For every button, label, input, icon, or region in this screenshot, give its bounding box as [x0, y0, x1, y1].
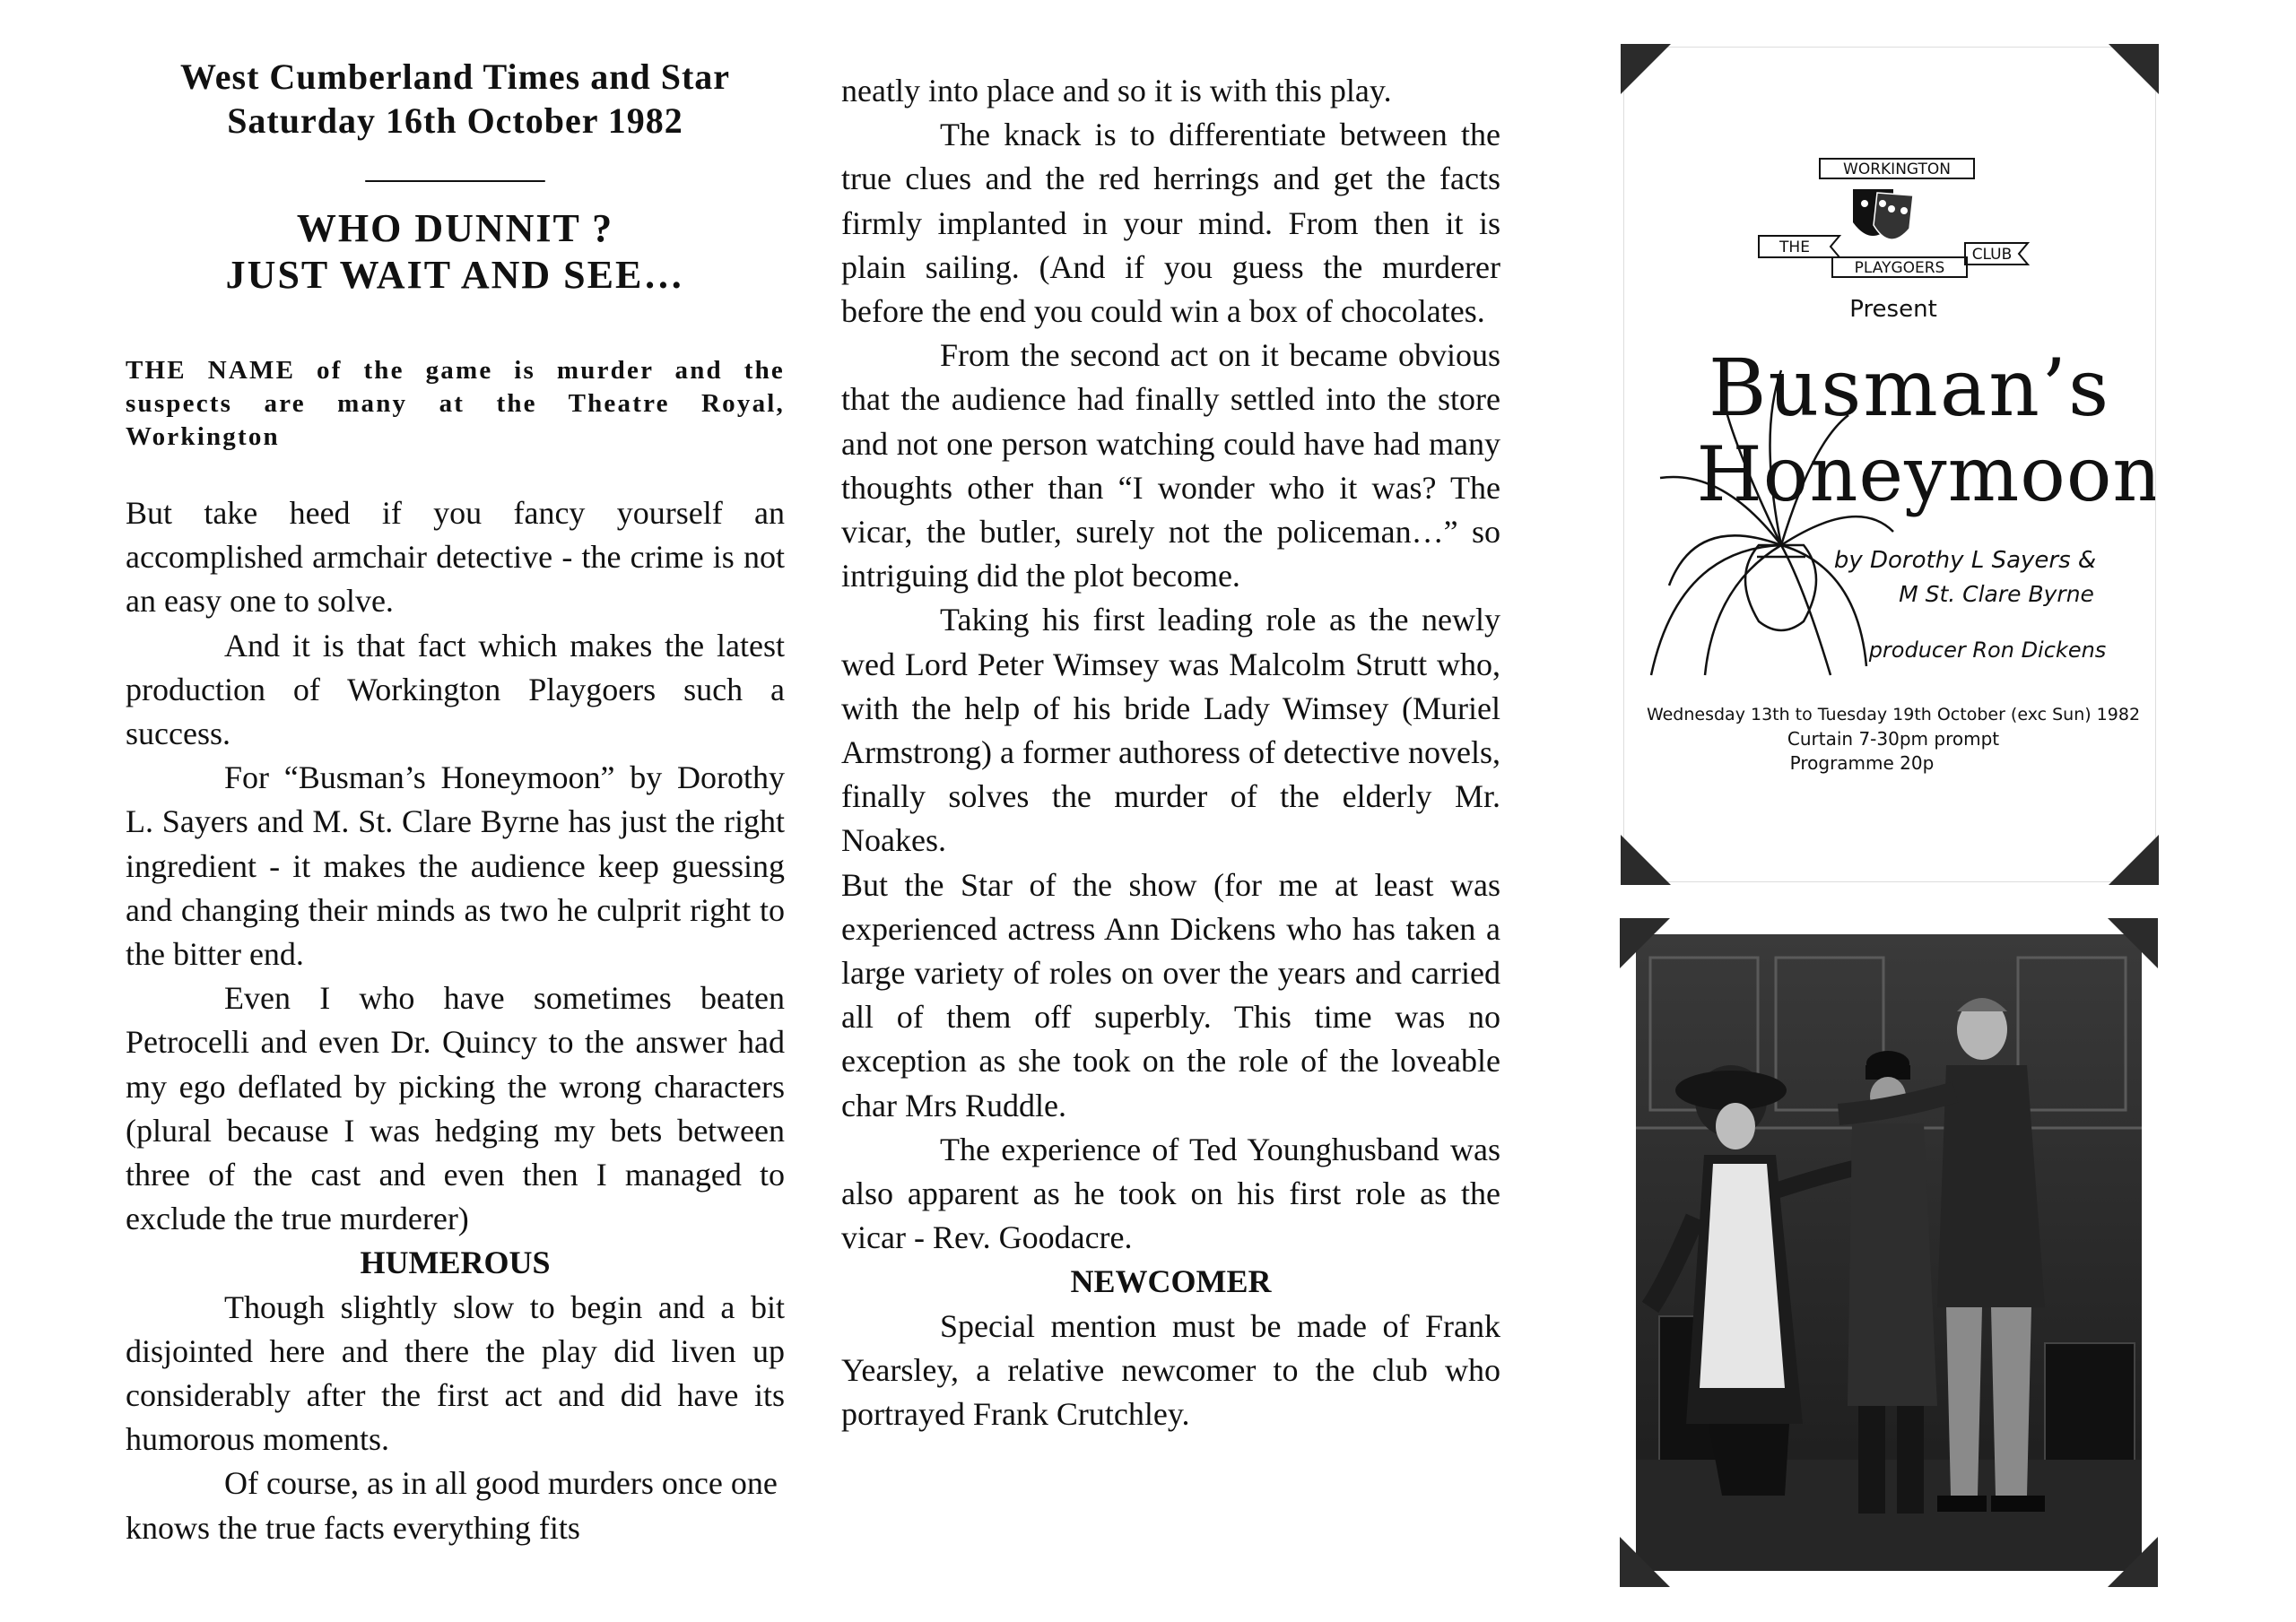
theatre-masks-icon — [1853, 189, 1913, 239]
programme-poster — [1623, 47, 2156, 882]
masthead-paper-name: West Cumberland Times and Star — [179, 56, 731, 97]
photo-corner-icon — [1620, 918, 1670, 968]
paragraph: The knack is to differentiate between the true clues and the red herrings and get the facts firmly implanted in your mind. From then it is plain sailing. (And if you guess the murderer before the end you could win a box of chocolates. — [841, 117, 1500, 330]
masthead — [126, 55, 785, 143]
poster-workington: WORKINGTON — [1843, 160, 1951, 178]
headline-line-1: WHO DUNNIT ? — [296, 206, 614, 250]
masthead-date: Saturday 16th October 1982 — [227, 100, 683, 141]
paragraph: Special mention must be made of Frank Yearsley, a relative newcomer to the club who portrayed Frank Crutchley. — [841, 1307, 1500, 1433]
photo-corner-icon — [2109, 835, 2159, 885]
article-column-2 — [841, 0, 1500, 1436]
article-body-column-2 — [841, 69, 1500, 1436]
article-body-column-1 — [126, 491, 785, 1550]
poster-programme: Programme 20p — [1789, 752, 1935, 774]
paragraph: But the Star of the show (for me at least was experienced actress Ann Dickens who has taken a large variety of roles on over the years and carried all of them off superbly. This time was no exception as she took on the role of the loveable char Mrs Ruddle. — [841, 866, 1500, 1123]
article-column-1 — [126, 0, 785, 1550]
poster-producer: producer Ron Dickens — [1868, 638, 2107, 663]
poster-artwork — [1624, 48, 2155, 881]
paragraph: Though slightly slow to begin and a bit disjointed here and there the play did liven up considerably after the first act and did have its humorous moments. — [126, 1288, 785, 1458]
poster-playgoers: PLAYGOERS — [1854, 259, 1945, 277]
subheading: HUMEROUS — [360, 1245, 551, 1281]
photo-corner-icon — [2108, 1537, 2158, 1587]
poster-present: Present — [1849, 296, 1937, 323]
headline-line-2: JUST WAIT AND SEE… — [225, 253, 685, 297]
paragraph: And it is that fact which makes the latest production of Workington Playgoers such a success. — [126, 627, 785, 752]
paragraph: For “Busman’s Honeymoon” by Dorothy L. Sayers and M. St. Clare Byrne has just the right ingredient - it makes the audience keep guessing and changing their minds as two he culprit right to the bitter end. — [126, 759, 785, 973]
poster-dates: Wednesday 13th to Tuesday 19th October (exc Sun) 1982 — [1646, 705, 2141, 724]
poster-the: THE — [1779, 239, 1810, 256]
poster-coauthor: M St. Clare Byrne — [1899, 581, 2094, 607]
paragraph: Taking his first leading role as the newly wed Lord Peter Wimsey was Malcolm Strutt who, with the help of his bride Lady Wimsey (Muriel Armstrong) a former authoress of detective novels, finally solves the murder of the elderly Mr. Noakes. — [841, 602, 1500, 859]
photo-corner-icon — [1621, 44, 1671, 94]
poster-club: CLUB — [1971, 246, 2013, 264]
production-photo — [1623, 922, 2154, 1583]
poster-title-line-1: Busman’s — [1708, 342, 2111, 434]
stage-scene-photo — [1623, 922, 2154, 1583]
paragraph: neatly into place and so it is with this play. — [841, 73, 1392, 108]
paragraph: But take heed if you fancy yourself an accomplished armchair detective - the crime is not an easy one to solve. — [126, 495, 785, 620]
photo-corner-icon — [2109, 44, 2159, 94]
photo-corner-icon — [1621, 835, 1671, 885]
paragraph: Even I who have sometimes beaten Petrocelli and even Dr. Quincy to the answer had my ego deflated by picking the wrong characters (plural because I was hedging my bets between three of the cast and even then I managed to exclude the true murderer) — [126, 980, 785, 1237]
paragraph: The experience of Ted Younghusband was also apparent as he took on his first role as the vicar - Rev. Goodacre. — [841, 1131, 1500, 1256]
photo-corner-icon — [1620, 1537, 1670, 1587]
photo-corner-icon — [2108, 918, 2158, 968]
masthead-rule: __________ — [365, 145, 545, 186]
poster-curtain: Curtain 7-30pm prompt — [1787, 728, 2000, 750]
headline — [126, 205, 785, 299]
standfirst: THE NAME of the game is murder and the suspects are many at the Theatre Royal, Workington — [126, 356, 785, 451]
paragraph: From the second act on it became obvious that the audience had finally settled into the store and not one person watching could have had many thoughts other than “I wonder who it was? The vicar, the butler, surely not the policeman…” so intriguing did the plot become. — [841, 337, 1500, 594]
poster-title-line-2: Honeymoon — [1696, 430, 2155, 518]
paragraph: Of course, as in all good murders once one knows the true facts everything fits — [126, 1465, 778, 1546]
subheading: NEWCOMER — [1070, 1263, 1272, 1300]
poster-author: by Dorothy L Sayers & — [1833, 547, 2097, 574]
